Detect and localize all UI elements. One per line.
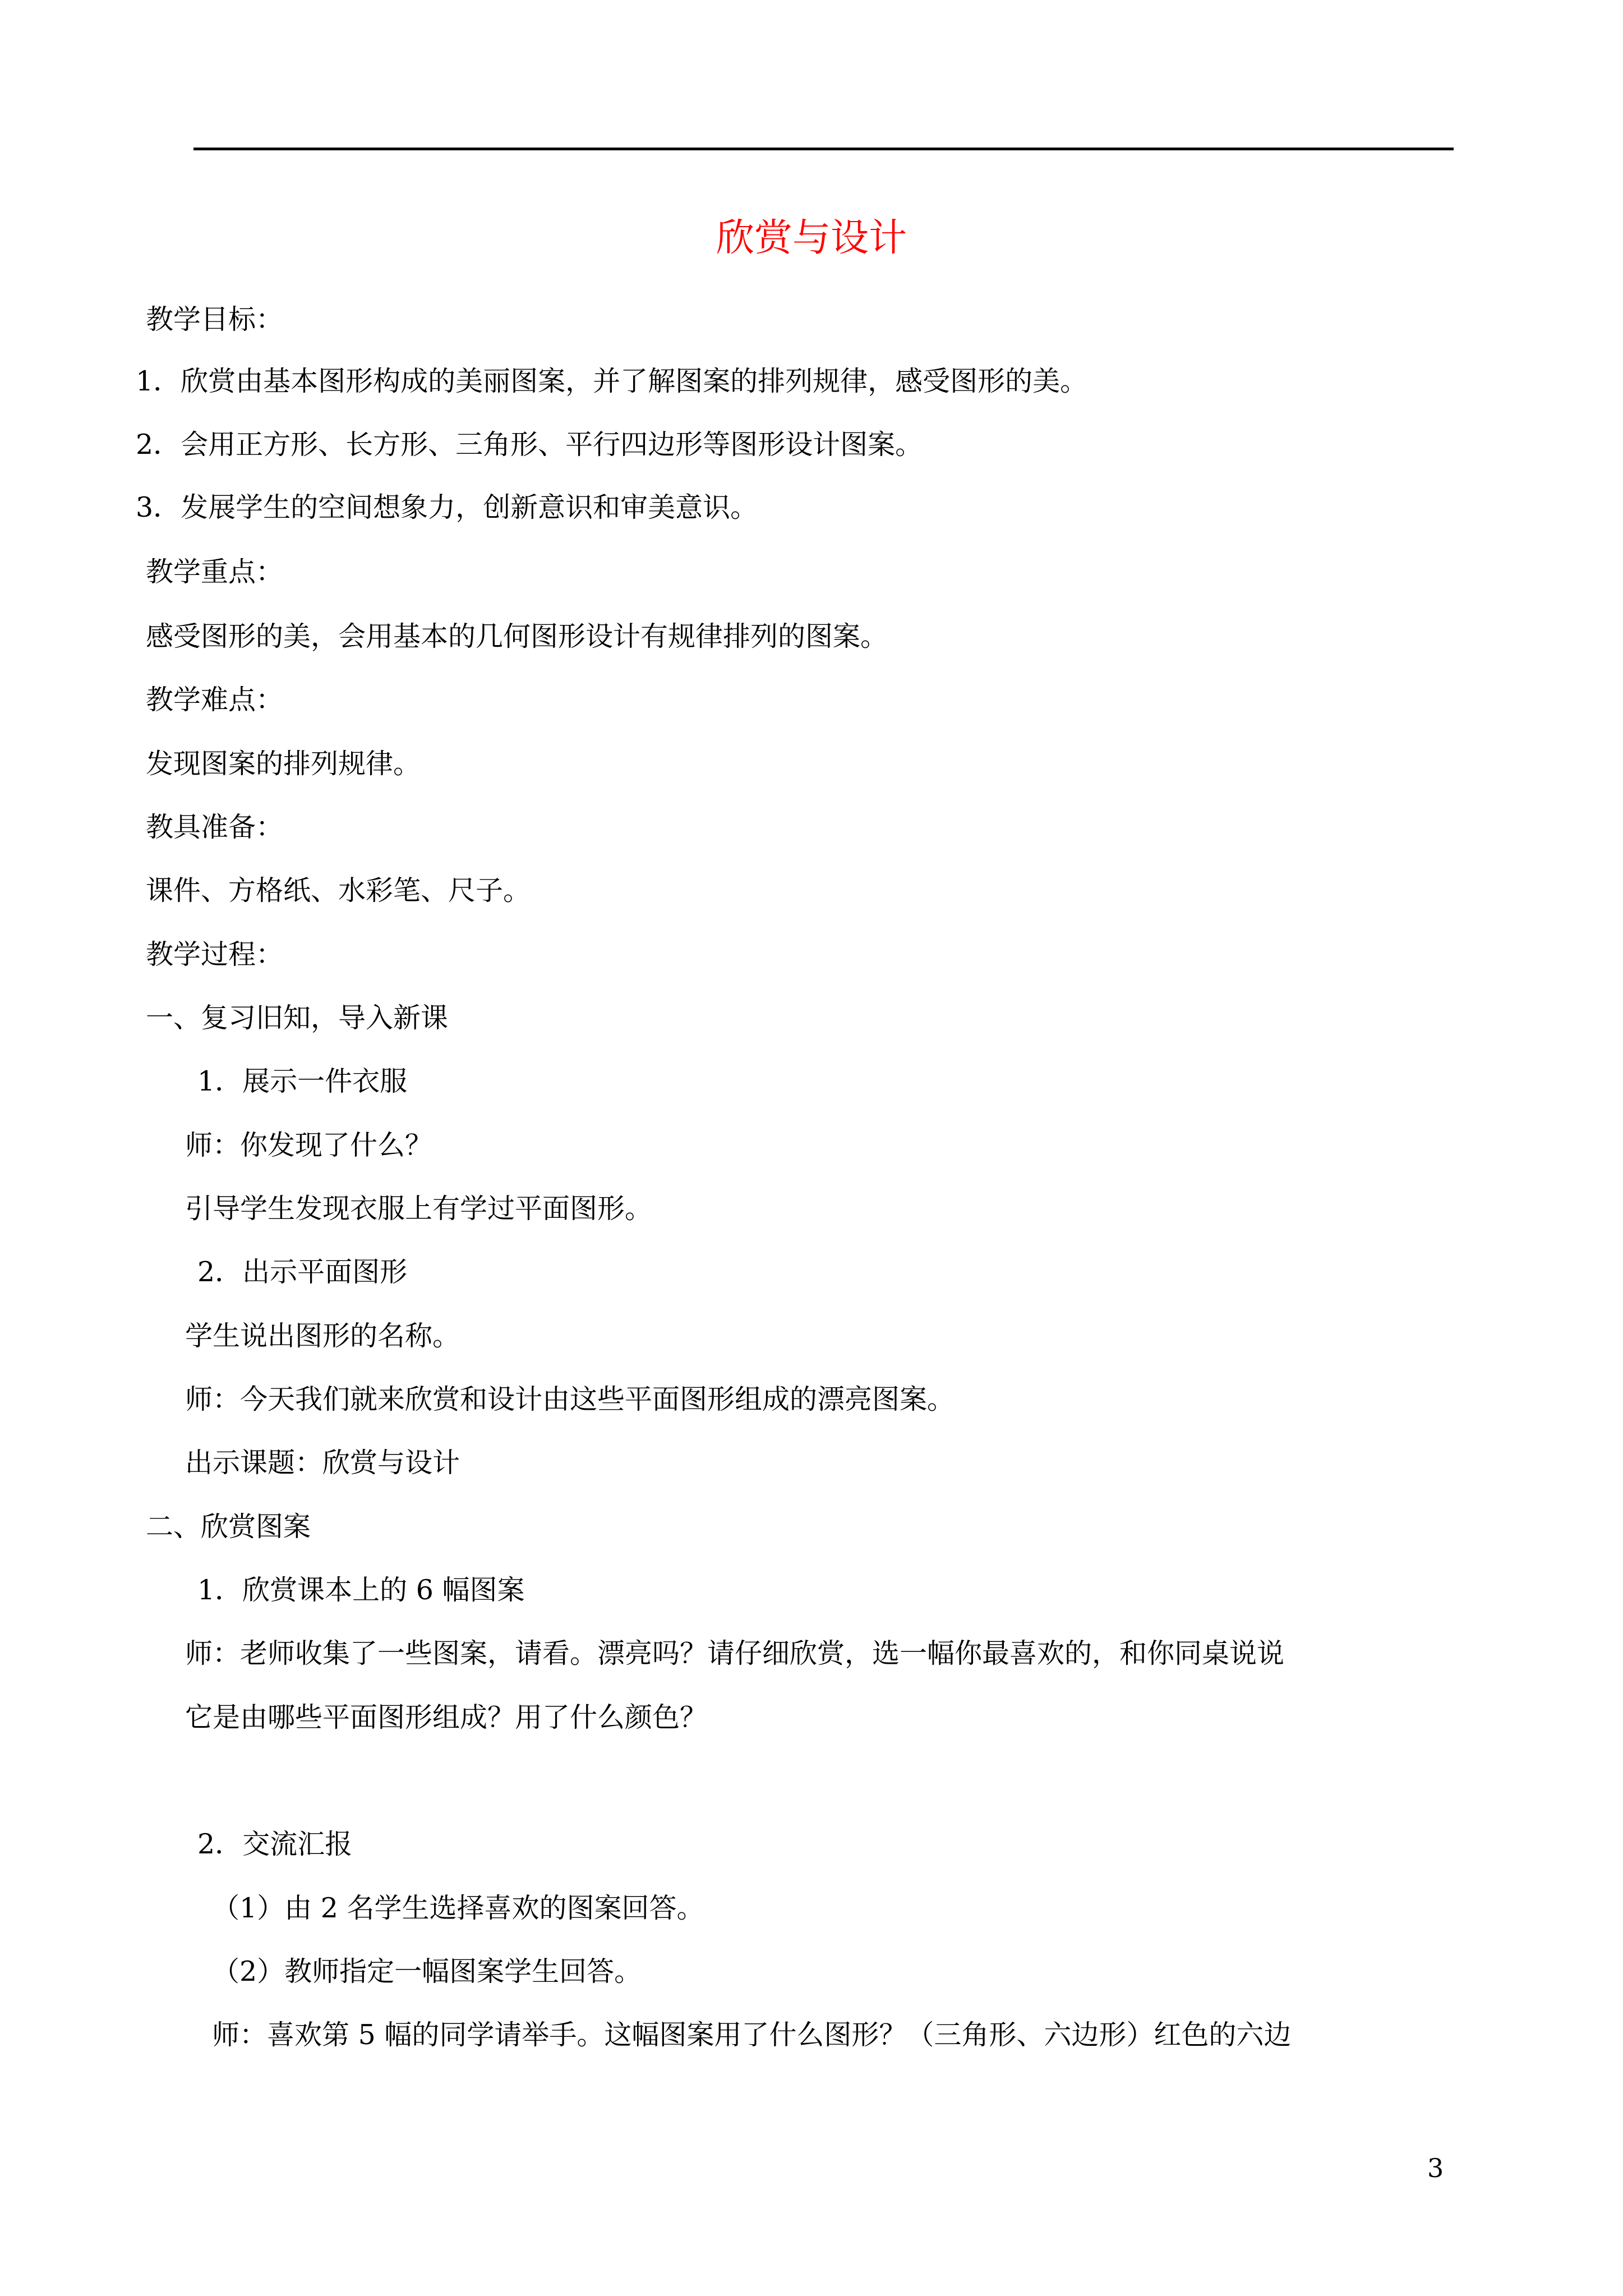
body-line: 教学目标：	[146, 303, 284, 335]
body-line: 感受图形的美，会用基本的几何图形设计有规律排列的图案。	[146, 620, 888, 652]
body-line: 发现图案的排列规律。	[146, 748, 421, 780]
body-line: 课件、方格纸、水彩笔、尺子。	[146, 875, 531, 907]
document-title: 欣赏与设计	[716, 216, 907, 260]
body-line: 教学重点：	[146, 556, 284, 588]
body-line: （1）由 2 名学生选择喜欢的图案回答。	[212, 1892, 704, 1924]
body-line: 1．展示一件衣服	[197, 1065, 408, 1097]
page-number: 3	[1427, 2153, 1444, 2183]
body-line: （2）教师指定一幅图案学生回答。	[212, 1955, 642, 1987]
body-line: 1．欣赏由基本图形构成的美丽图案，并了解图案的排列规律，感受图形的美。	[136, 365, 1088, 397]
body-line: 3．发展学生的空间想象力，创新意识和审美意识。	[136, 491, 758, 523]
body-line: 2．出示平面图形	[197, 1256, 408, 1288]
body-line: 它是由哪些平面图形组成？用了什么颜色？	[185, 1701, 708, 1733]
body-line: 师：你发现了什么？	[185, 1129, 433, 1161]
body-line: 教学过程：	[146, 938, 284, 970]
body-line: 师：老师收集了一些图案，请看。漂亮吗？请仔细欣赏，选一幅你最喜欢的，和你同桌说说	[185, 1637, 1285, 1669]
body-line: 2．会用正方形、长方形、三角形、平行四边形等图形设计图案。	[136, 429, 923, 461]
body-line: 二、欣赏图案	[146, 1511, 311, 1543]
body-line: 1．欣赏课本上的 6 幅图案	[197, 1574, 525, 1606]
body-line: 教具准备：	[146, 811, 284, 843]
body-line: 教学难点：	[146, 684, 284, 716]
body-line: 师：喜欢第 5 幅的同学请举手。这幅图案用了什么图形？（三角形、六边形）红色的六边	[212, 2019, 1292, 2051]
body-line: 师：今天我们就来欣赏和设计由这些平面图形组成的漂亮图案。	[185, 1383, 955, 1415]
body-line: 引导学生发现衣服上有学过平面图形。	[185, 1193, 653, 1225]
body-line: 出示课题：欣赏与设计	[185, 1447, 460, 1479]
body-line: 2．交流汇报	[197, 1828, 353, 1860]
header-rule	[193, 148, 1454, 150]
body-line: 一、复习旧知，导入新课	[146, 1002, 449, 1034]
body-line: 学生说出图形的名称。	[185, 1320, 460, 1352]
